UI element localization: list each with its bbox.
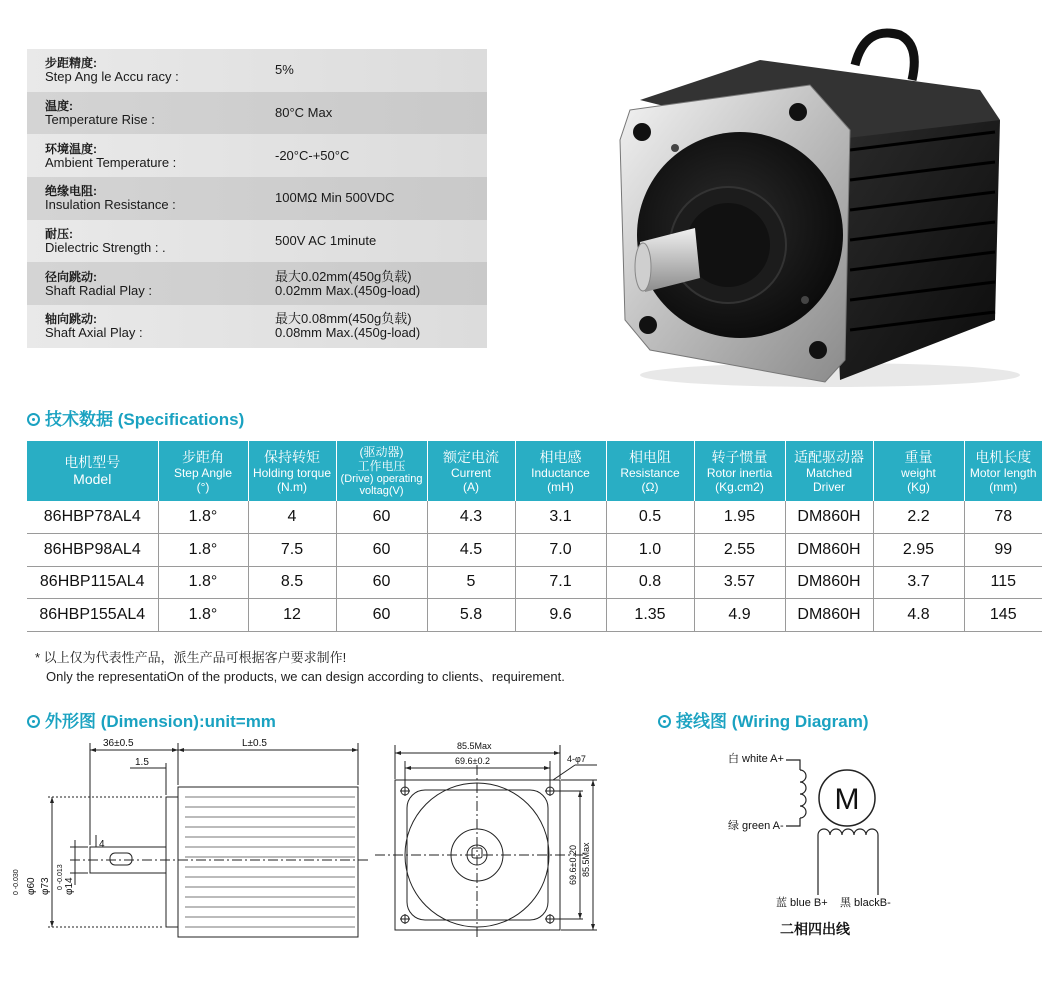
property-row (27, 134, 487, 177)
table-cell: 1.8° (158, 566, 248, 599)
property-value-line: 最大0.08mm(450g负载) (275, 311, 412, 327)
property-value (275, 106, 332, 120)
column-header (515, 441, 606, 501)
bullet-circle-icon (658, 715, 671, 728)
header-en: 工作电压 (357, 459, 406, 473)
header-unit: (Ω) (641, 479, 659, 494)
column-header (427, 441, 515, 501)
table-cell: 60 (336, 534, 427, 567)
property-name-zh: 径向跳动: (45, 269, 97, 284)
property-name-zh: 温度: (45, 99, 73, 114)
dim-key-label: 4 (99, 839, 105, 850)
wiring-title (658, 707, 869, 732)
wire-b-minus-label: 黑 blackB- (840, 897, 891, 909)
header-unit: (N.m) (277, 479, 307, 494)
column-header (27, 441, 158, 501)
table-cell: 1.8° (158, 534, 248, 567)
wire-a-plus (786, 760, 800, 770)
table-cell: 5 (427, 566, 515, 599)
property-name (27, 142, 275, 170)
footnote (35, 648, 565, 686)
dim-shaft-length-label: 36±0.5 (103, 738, 134, 749)
property-value (275, 191, 395, 205)
property-name-en: Ambient Temperature : (45, 154, 177, 170)
property-value-line: 最大0.02mm(450g负载) (275, 268, 412, 284)
wire-a-minus (786, 818, 800, 826)
dim-height-max-label: 85.5Max (581, 842, 591, 877)
table-cell: 9.6 (515, 599, 606, 632)
header-en: Resistance (620, 465, 680, 480)
header-unit: (mH) (547, 479, 574, 494)
property-name-en: Shaft Radial Play : (45, 282, 152, 298)
bullet-circle-icon (27, 715, 40, 728)
property-name-en: Insulation Resistance : (45, 197, 176, 213)
dim-hole-spacing-label: 69.6±0.2 (455, 756, 490, 766)
header-zh: 相电感 (539, 448, 582, 465)
property-value-line: 100MΩ Min 500VDC (275, 190, 395, 206)
column-header (785, 441, 873, 501)
table-cell: 7.0 (515, 534, 606, 567)
dim-holes-label: 4-φ7 (567, 754, 586, 764)
table-cell: 2.95 (873, 534, 964, 567)
table-cell: 1.35 (606, 599, 694, 632)
column-header (694, 441, 785, 501)
table-cell: 7.5 (248, 534, 336, 567)
table-cell: 60 (336, 501, 427, 534)
header-zh: (驱动器) (359, 445, 404, 459)
property-value (275, 270, 420, 298)
table-cell: 1.8° (158, 599, 248, 632)
property-value-line: 80°C Max (275, 105, 333, 121)
table-cell: 145 (964, 599, 1042, 632)
property-value (275, 234, 376, 248)
header-zh: 电机长度 (975, 448, 1032, 465)
header-en: Holding torque (252, 465, 332, 480)
property-row (27, 220, 487, 263)
dim-height-spacing-label: 69.6±0.20 (568, 845, 578, 885)
table-cell: 4.5 (427, 534, 515, 567)
property-name-zh: 环境温度: (45, 141, 97, 156)
property-value-line: 500V AC 1minute (275, 233, 377, 249)
specifications-title-text: 技术数据 (Specifications) (45, 410, 245, 429)
property-name-en: Dielectric Strength : . (45, 240, 166, 256)
dimension-title (27, 707, 276, 732)
wiring-diagram (720, 740, 910, 950)
column-header (158, 441, 248, 501)
property-value-line: 0.08mm Max.(450g-load) (275, 325, 421, 341)
header-zh: 额定电流 (443, 448, 499, 465)
dim-pilot-diameter-label: φ60 (26, 877, 37, 895)
table-cell: 86HBP115AL4 (27, 566, 158, 599)
dim-width-max-label: 85.5Max (457, 741, 492, 751)
header-unit: (mm) (989, 479, 1018, 494)
header-unit: (Kg.cm2) (715, 479, 764, 494)
column-header (336, 441, 427, 501)
header-en: Rotor inertia (706, 465, 773, 480)
property-name-en: Temperature Rise : (45, 112, 155, 128)
header-unit: (Kg) (907, 479, 930, 494)
property-name-zh: 绝缘电阻: (45, 184, 97, 199)
property-value-line: -20°C-+50°C (275, 147, 350, 163)
property-name-en: Step Ang le Accu racy : (45, 69, 179, 85)
specifications-table (27, 441, 1042, 632)
header-zh: 转子惯量 (711, 448, 768, 465)
header-en: Matched (805, 465, 853, 480)
dim-flange-label: 1.5 (135, 757, 149, 768)
header-zh: 适配驱动器 (794, 448, 864, 465)
dim-body-length-label: L±0.5 (242, 738, 267, 749)
footnote-en: Only the representatiOn of the products, we can design according to clients、requirement. (46, 669, 565, 684)
header-zh: 步距角 (182, 448, 224, 465)
property-row (27, 305, 487, 348)
property-name (27, 56, 275, 84)
property-name (27, 270, 275, 298)
table-cell: 0.8 (606, 566, 694, 599)
dim-pilot-tolerance-label: 0 -0.030 (13, 869, 20, 895)
table-row (27, 501, 1042, 534)
table-cell: 4.3 (427, 501, 515, 534)
column-header (964, 441, 1042, 501)
header-zh: 相电阻 (629, 448, 671, 465)
property-name-en: Shaft Axial Play : (45, 325, 143, 341)
table-cell: 86HBP78AL4 (27, 501, 158, 534)
table-row (27, 534, 1042, 567)
header-unit: Driver (813, 479, 845, 494)
table-cell: 5.8 (427, 599, 515, 632)
table-cell: 8.5 (248, 566, 336, 599)
table-cell: 4.9 (694, 599, 785, 632)
wire-a-plus-label: 白 white A+ (728, 753, 784, 765)
wiring-title-text: 接线图 (Wiring Diagram) (676, 712, 869, 731)
wire-b-plus-label: 蓝 blue B+ (776, 897, 828, 909)
property-name (27, 184, 275, 212)
property-row (27, 262, 487, 305)
property-row (27, 49, 487, 92)
dim-shaft-tolerance-label: 0 -0.013 (57, 864, 64, 890)
column-header (606, 441, 694, 501)
motor-body-outline (178, 787, 358, 937)
header-en: Model (73, 471, 112, 487)
header-zh: 保持转矩 (264, 448, 320, 465)
table-cell: 3.57 (694, 566, 785, 599)
table-cell: 7.1 (515, 566, 606, 599)
table-cell: 86HBP98AL4 (27, 534, 158, 567)
dim-shaft-diameter-label: φ14 (64, 877, 75, 895)
table-row (27, 566, 1042, 599)
header-en: Motor length (969, 465, 1037, 480)
property-value (275, 312, 420, 340)
flange-outline (166, 797, 178, 927)
header-zh: 电机型号 (64, 454, 121, 470)
table-cell: DM860H (785, 534, 873, 567)
table-cell: 2.55 (694, 534, 785, 567)
table-cell: 3.7 (873, 566, 964, 599)
property-value-line: 0.02mm Max.(450g-load) (275, 282, 421, 298)
table-cell: DM860H (785, 501, 873, 534)
table-cell: 115 (964, 566, 1042, 599)
table-cell: 60 (336, 599, 427, 632)
table-cell: 3.1 (515, 501, 606, 534)
property-table (27, 49, 487, 348)
property-value-line: 5% (275, 62, 294, 78)
coil-b-icon (818, 829, 878, 835)
footnote-zh: * 以上仅为代表性产品，派生产品可根据客户要求制作! (35, 650, 347, 665)
table-cell: 60 (336, 566, 427, 599)
side-view-drawing (0, 735, 370, 945)
table-cell: 12 (248, 599, 336, 632)
header-zh: 重量 (904, 448, 933, 465)
property-name (27, 227, 275, 255)
header-en: Inductance (531, 465, 590, 480)
specifications-title (27, 405, 244, 430)
property-value (275, 63, 294, 77)
header-en: weight (901, 465, 936, 480)
wire-a-minus-label: 绿 green A- (728, 820, 784, 832)
column-header (873, 441, 964, 501)
property-name-zh: 步距精度: (45, 56, 97, 71)
header-unit: (°) (196, 479, 210, 494)
table-row (27, 599, 1042, 632)
property-name (27, 99, 275, 127)
table-cell: 4 (248, 501, 336, 534)
header-unit: (A) (463, 479, 479, 494)
table-cell: 0.5 (606, 501, 694, 534)
wiring-caption: 二相四出线 (780, 921, 850, 937)
stepper-motor-image (600, 20, 1020, 390)
table-cell: 99 (964, 534, 1042, 567)
table-cell: DM860H (785, 566, 873, 599)
property-name-zh: 轴向跳动: (45, 312, 97, 327)
table-cell: DM860H (785, 599, 873, 632)
table-cell: 2.2 (873, 501, 964, 534)
header-en: Current (450, 465, 491, 480)
dimension-title-text: 外形图 (Dimension):unit=mm (45, 712, 276, 731)
property-row (27, 92, 487, 135)
table-cell: 1.95 (694, 501, 785, 534)
property-value (275, 149, 349, 163)
table-cell: 86HBP155AL4 (27, 599, 158, 632)
motor-label: M (834, 783, 860, 816)
property-name (27, 312, 275, 340)
table-cell: 1.8° (158, 501, 248, 534)
table-cell: 4.8 (873, 599, 964, 632)
property-name-zh: 耐压: (45, 227, 73, 242)
dim-bolt-circle-label: φ73 (40, 877, 51, 895)
table-cell: 78 (964, 501, 1042, 534)
bullet-circle-icon (27, 413, 40, 426)
table-header-row (27, 441, 1042, 501)
column-header (248, 441, 336, 501)
table-cell: 1.0 (606, 534, 694, 567)
property-row (27, 177, 487, 220)
header-en: Step Angle (173, 465, 233, 480)
header-unit: (Drive) operating voltag(V) (340, 473, 423, 497)
coil-a-icon (800, 770, 806, 818)
front-view-drawing (375, 735, 605, 945)
